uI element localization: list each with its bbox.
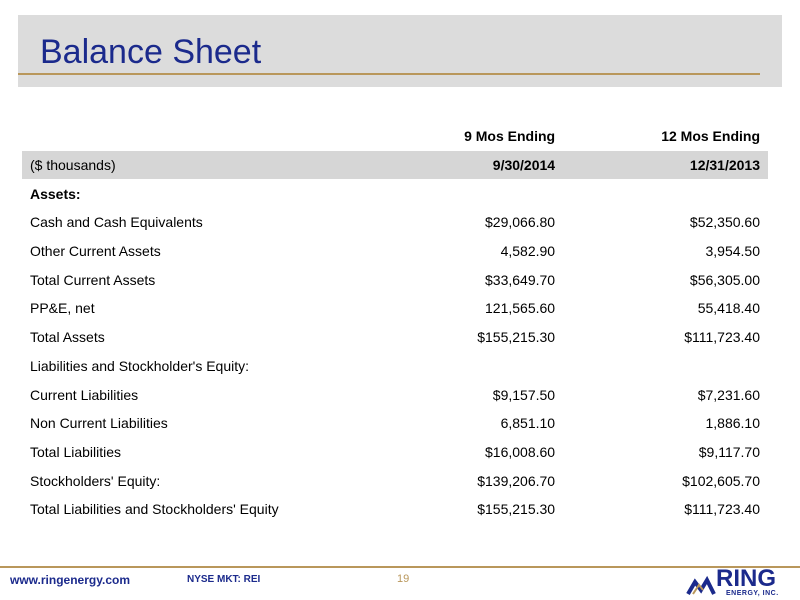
stock-ticker: NYSE MKT: REI: [187, 574, 261, 585]
table-row: [22, 294, 768, 323]
row-label: Current Liabilities: [30, 386, 139, 403]
page-number: 19: [397, 573, 410, 585]
table-row: [22, 409, 768, 438]
row-value-2013: $9,117.70: [698, 443, 760, 460]
row-value-2014: 4,582.90: [500, 243, 556, 260]
row-value-2014: $33,649.70: [485, 271, 556, 288]
row-label: Other Current Assets: [30, 243, 161, 260]
footer-divider: [0, 566, 800, 568]
row-value-2014: [404, 352, 564, 381]
table-row: [22, 237, 768, 266]
row-label: Total Liabilities: [30, 443, 122, 460]
table-row: [22, 323, 768, 352]
row-value-2014: [404, 179, 564, 208]
ring-mark-icon: [686, 570, 716, 596]
row-value-2013: $111,723.40: [684, 501, 760, 518]
row-label: PP&E, net: [30, 300, 95, 317]
table-row: [22, 466, 768, 495]
row-value-2014: $139,206.70: [477, 472, 556, 489]
row-value-2014: $16,008.60: [485, 443, 556, 460]
table-row: [22, 352, 768, 381]
row-value-2013: $52,350.60: [689, 214, 760, 231]
row-value-2013: [563, 352, 768, 381]
row-value-2013: $56,305.00: [689, 271, 760, 288]
table-row: [22, 265, 768, 294]
header-col3-date: 12/31/2013: [563, 151, 768, 180]
table-row: [22, 380, 768, 409]
row-value-2014: $29,066.80: [485, 214, 556, 231]
title-divider: [18, 73, 760, 75]
row-value-2014: $9,157.50: [492, 386, 556, 403]
table-row: [22, 179, 768, 208]
row-value-2014: $155,215.30: [477, 329, 556, 346]
header-col3-period: 12 Mos Ending: [661, 128, 760, 145]
row-value-2014: $155,215.30: [477, 501, 556, 518]
row-value-2013: 3,954.50: [705, 243, 760, 260]
header-col2-date: 9/30/2014: [404, 151, 564, 180]
row-value-2013: 1,886.10: [705, 415, 760, 432]
row-value-2013: $111,723.40: [684, 329, 760, 346]
row-label: Total Liabilities and Stockholders' Equity: [30, 501, 279, 518]
row-label: Total Assets: [30, 329, 105, 346]
row-value-2013: $7,231.60: [697, 386, 760, 403]
header-col2-period: 9 Mos Ending: [464, 128, 556, 145]
table-row: [22, 208, 768, 237]
row-value-2014: 6,851.10: [500, 415, 556, 432]
row-label: Stockholders' Equity:: [30, 472, 161, 489]
row-label: Assets:: [30, 185, 81, 202]
logo-wordmark: RING: [716, 565, 776, 592]
row-value-2014: 121,565.60: [485, 300, 556, 317]
table-row: [22, 495, 768, 524]
header-empty-cell: [22, 122, 404, 151]
row-label: Cash and Cash Equivalents: [30, 214, 203, 231]
header-row-period: [22, 122, 768, 151]
logo-subtitle: ENERGY, INC.: [726, 590, 779, 597]
row-label: Total Current Assets: [30, 271, 156, 288]
row-value-2013: $102,605.70: [682, 472, 760, 489]
table-row: [22, 438, 768, 467]
website-link[interactable]: www.ringenergy.com: [10, 573, 131, 587]
page-title: Balance Sheet: [40, 33, 262, 71]
header-units-label: ($ thousands): [22, 151, 404, 180]
header-row-date: [22, 151, 768, 180]
row-value-2013: [563, 179, 768, 208]
row-label: Liabilities and Stockholder's Equity:: [30, 357, 250, 374]
balance-sheet-table: [22, 122, 768, 524]
company-logo: [686, 565, 790, 598]
row-value-2013: 55,418.40: [697, 300, 760, 317]
row-label: Non Current Liabilities: [30, 415, 168, 432]
